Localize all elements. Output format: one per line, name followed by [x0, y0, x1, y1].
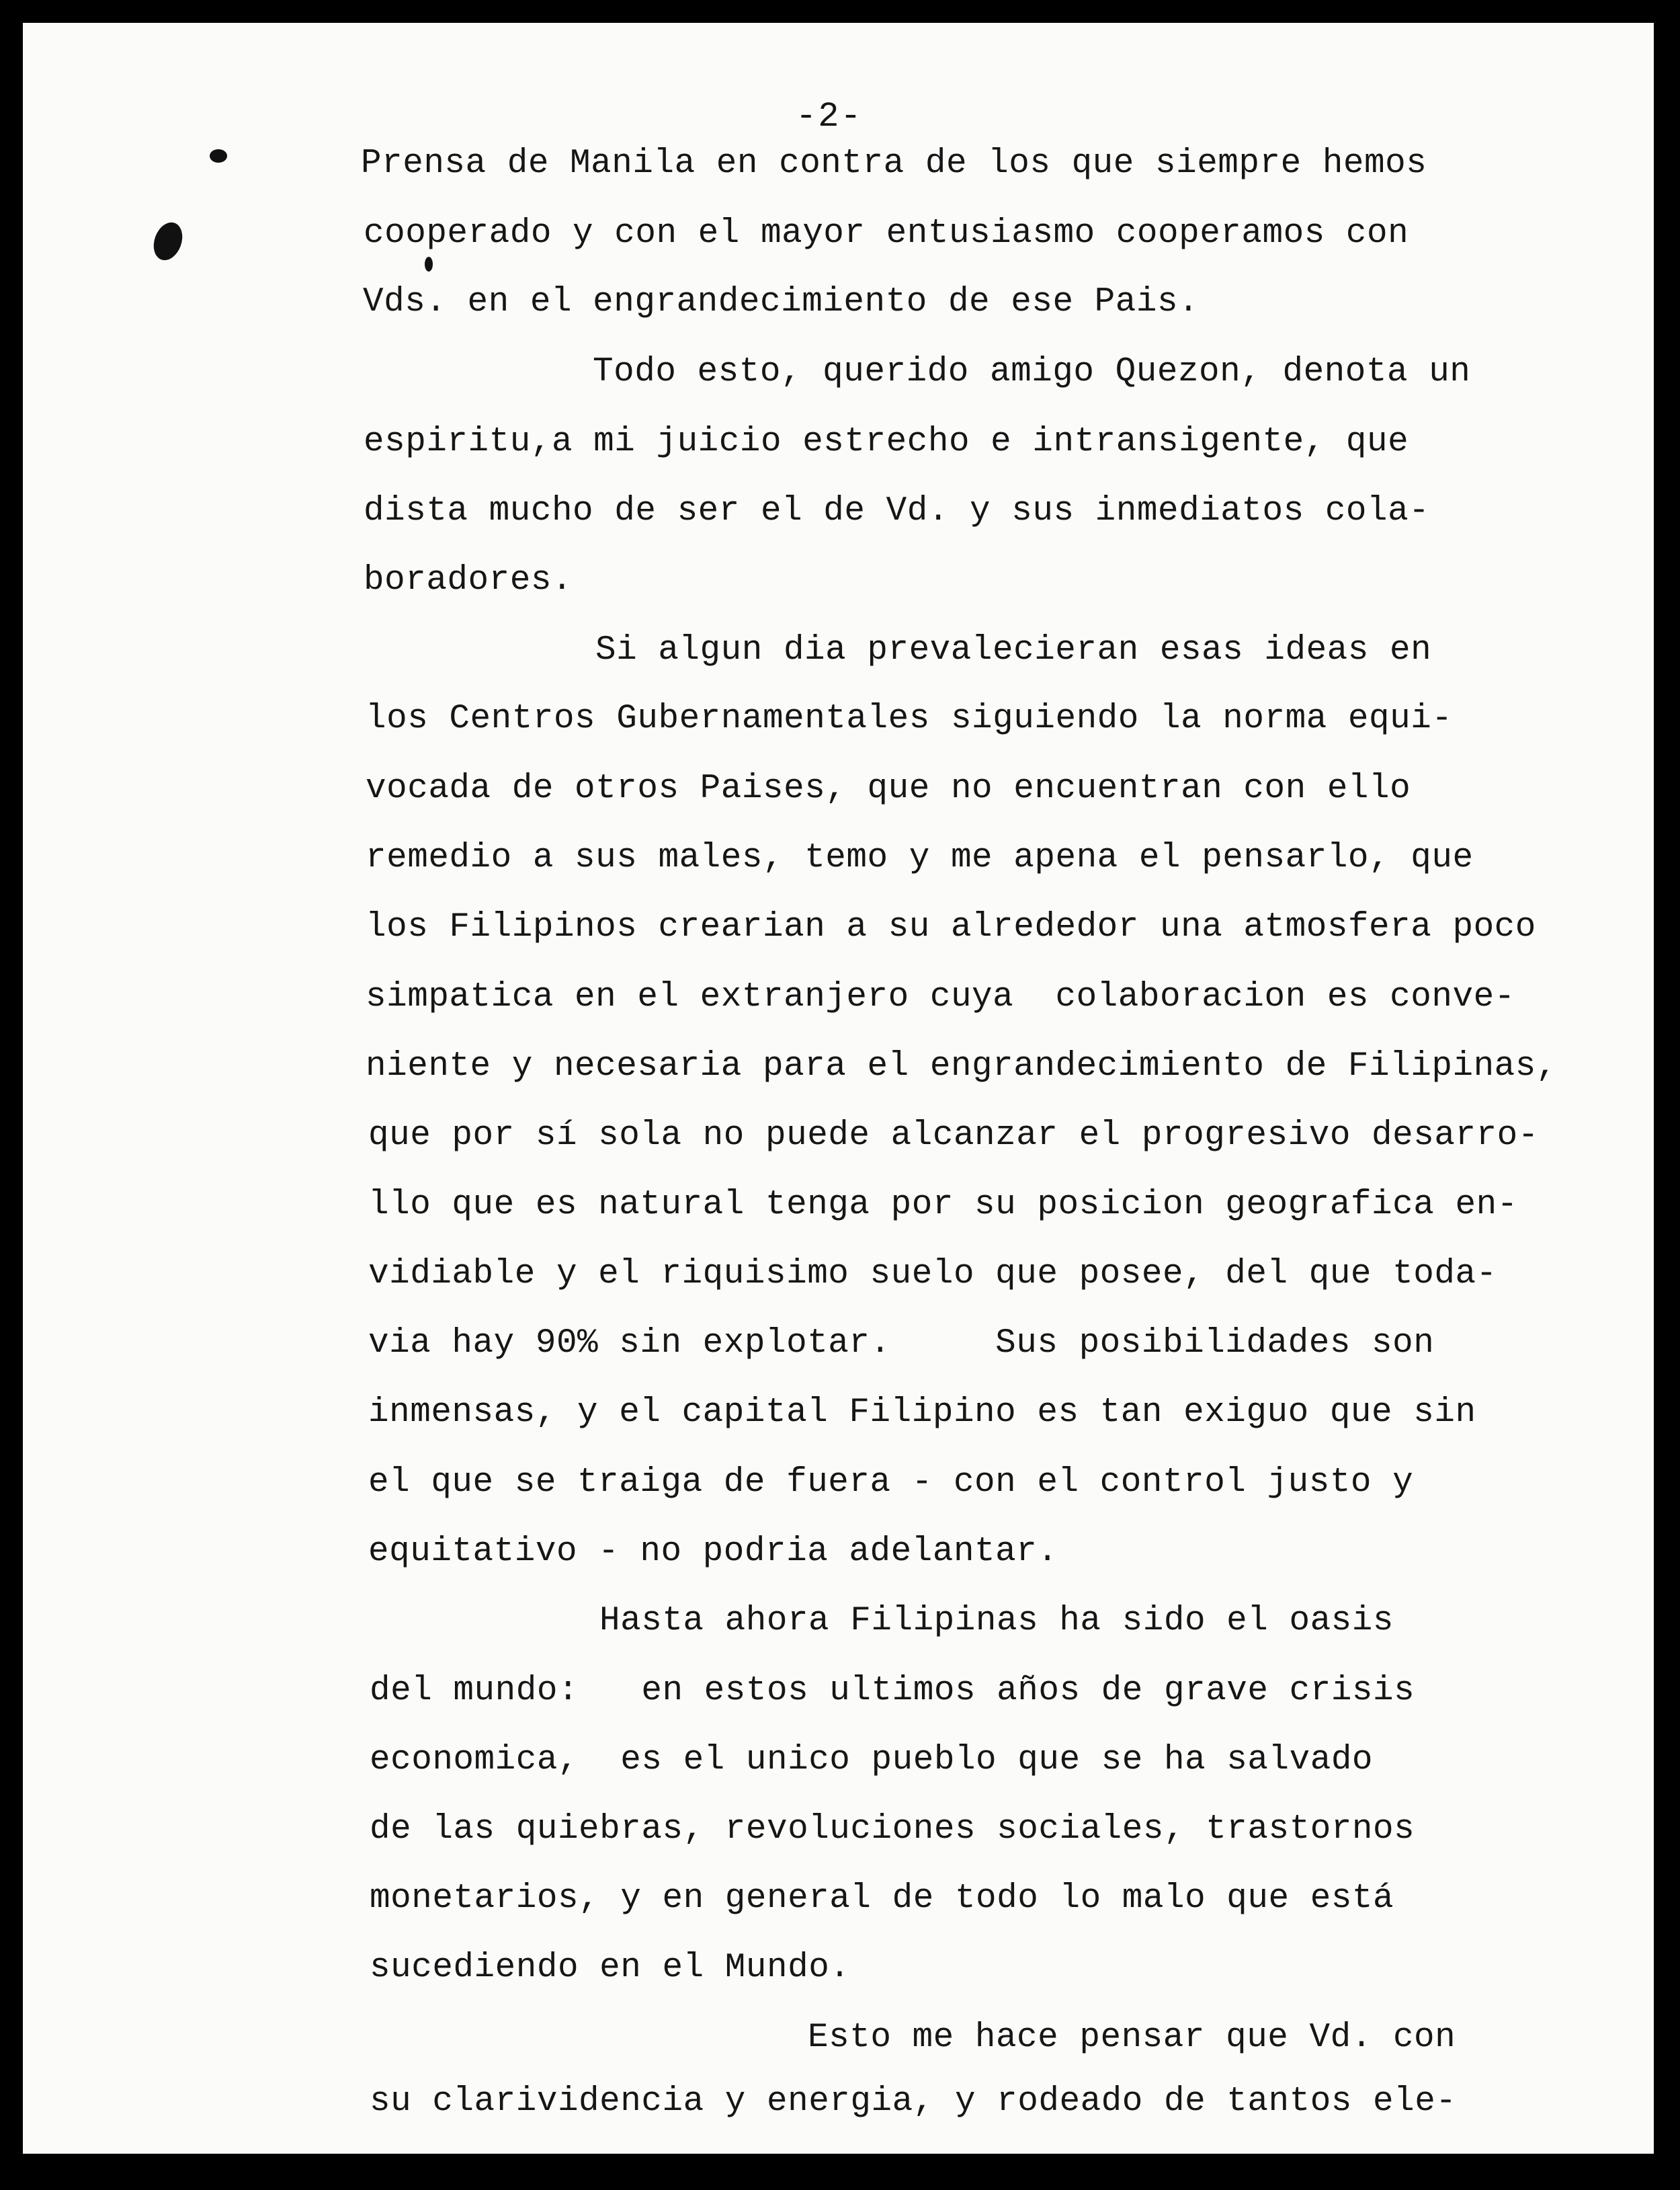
text-line: espiritu,a mi juicio estrecho e intransigente, que	[364, 423, 1409, 461]
text-line: los Filipinos crearian a su alrededor una atmosfera poco	[366, 908, 1536, 946]
text-line: Si algun dia prevalecieran esas ideas en	[595, 631, 1432, 670]
text-line: equitativo - no podria adelantar.	[368, 1533, 1058, 1571]
text-line: dista mucho de ser el de Vd. y sus inmediatos cola-	[364, 492, 1430, 530]
text-line: llo que es natural tenga por su posicion geografica en-	[368, 1186, 1518, 1224]
text-line: sucediendo en el Mundo.	[370, 1949, 851, 1987]
text-line: cooperado y con el mayor entusiasmo cooperamos con	[364, 214, 1409, 253]
text-line: los Centros Gubernamentales siguiendo la norma equi-	[366, 700, 1453, 738]
text-line: via hay 90% sin explotar. Sus posibilidades son	[368, 1324, 1435, 1363]
text-line: remedio a sus males, temo y me apena el pensarlo, que	[366, 839, 1474, 877]
ink-blot	[149, 218, 187, 264]
text-line: vidiable y el riquisimo suelo que posee, del que toda-	[368, 1255, 1497, 1293]
text-line: Vds. en el engrandecimiento de ese Pais.	[363, 283, 1200, 321]
text-line: el que se traiga de fuera - con el control justo y	[368, 1463, 1414, 1502]
document-page	[23, 23, 1654, 2154]
text-line: inmensas, y el capital Filipino es tan exiguo que sin	[368, 1393, 1476, 1432]
text-line: monetarios, y en general de todo lo malo que está	[370, 1879, 1394, 1918]
text-line: de las quiebras, revoluciones sociales, trastornos	[370, 1810, 1415, 1849]
text-line: que por sí sola no puede alcanzar el progresivo desarro-	[368, 1117, 1539, 1155]
page-number: -2-	[796, 97, 863, 136]
text-line: simpatica en el extranjero cuya colaboracion es conve-	[366, 978, 1515, 1016]
text-line: vocada de otros Paises, que no encuentran con ello	[366, 770, 1411, 808]
text-line: Todo esto, querido amigo Quezon, denota un	[593, 353, 1471, 391]
text-line: economica, es el unico pueblo que se ha salvado	[370, 1741, 1374, 1779]
text-line: Prensa de Manila en contra de los que siempre hemos	[361, 145, 1427, 183]
text-line: Hasta ahora Filipinas ha sido el oasis	[599, 1602, 1394, 1640]
ink-blot	[425, 257, 433, 272]
ink-blot	[210, 149, 227, 163]
text-line: Esto me hace pensar que Vd. con	[808, 2019, 1456, 2057]
text-line: niente y necesaria para el engrandecimiento de Filipinas,	[366, 1047, 1557, 1086]
text-line: su clarividencia y energia, y rodeado de tantos ele-	[370, 2082, 1457, 2121]
text-line: del mundo: en estos ultimos años de grave crisis	[370, 1672, 1415, 1710]
text-line: boradores.	[364, 561, 573, 600]
